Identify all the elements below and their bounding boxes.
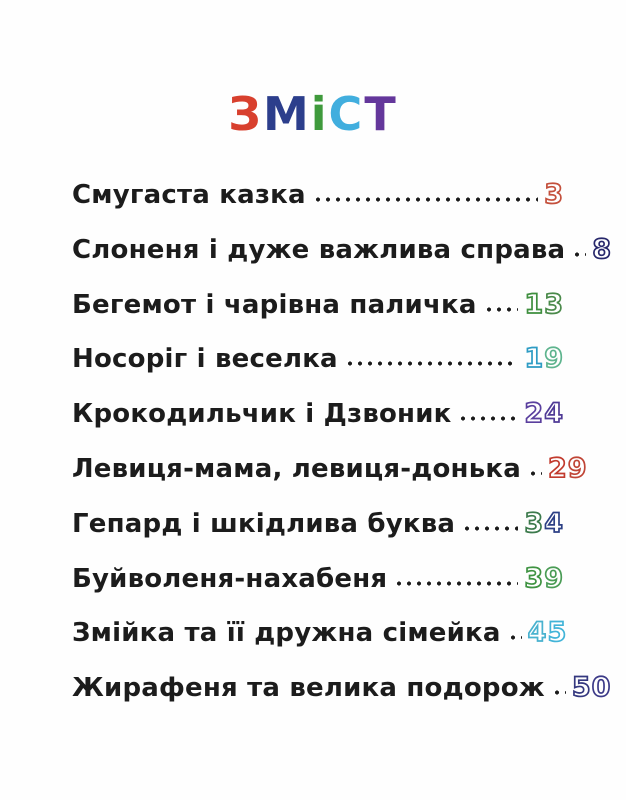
page-number-digit: 9 — [544, 343, 564, 375]
page-number-digit: 0 — [591, 672, 612, 704]
dot-leader — [462, 525, 518, 532]
page-number-digit: 4 — [544, 398, 564, 430]
dot-leader — [484, 306, 519, 313]
dot-leader — [508, 634, 522, 641]
toc-entry — [72, 497, 564, 552]
toc-entry-title: Гепард і шкідлива буква — [72, 508, 456, 539]
page-number-digit: 3 — [544, 179, 564, 210]
toc-entry-title: Змійка та її дружна сімейка — [72, 618, 501, 649]
page-number-digit: 3 — [544, 288, 564, 320]
toc-entry-title: Левиця-мама, левиця-донька — [72, 453, 521, 484]
page-number-digit: 4 — [544, 507, 564, 539]
toc-entry-title: Крокодильчик і Дзвоник — [72, 399, 452, 430]
toc-entry-page — [524, 497, 564, 552]
toc-entry-title: Смугаста казка — [72, 180, 306, 210]
toc-entry — [72, 387, 564, 442]
page-title — [0, 88, 626, 140]
toc-entry — [72, 278, 564, 333]
title-letter: і — [310, 87, 329, 141]
toc-entry-title: Слоненя і дуже важлива справа — [72, 234, 566, 265]
dot-leader — [528, 470, 542, 477]
page-number-digit: 2 — [547, 452, 568, 484]
dot-leader — [458, 415, 518, 422]
toc-entry-page — [592, 223, 612, 278]
dot-leader — [313, 196, 538, 203]
toc-entry-title: Жирафеня та велика подорож — [72, 673, 545, 704]
toc-entry-title: Носоріг і веселка — [72, 344, 338, 375]
title-letter: М — [262, 87, 311, 141]
page-number-digit: 3 — [524, 562, 545, 594]
dot-leader — [572, 251, 586, 258]
title-letter: З — [228, 87, 263, 141]
page-number-digit: 1 — [524, 343, 545, 375]
title-letter: С — [328, 87, 365, 141]
toc-entry — [72, 661, 612, 716]
dot-leader — [345, 360, 519, 367]
page-number-digit: 9 — [544, 562, 564, 594]
dot-leader — [552, 689, 566, 696]
toc-entry — [72, 552, 564, 607]
page-number-digit: 5 — [547, 617, 568, 649]
page-number-digit: 3 — [524, 507, 545, 539]
toc-entry-page — [524, 332, 564, 387]
toc-entry — [72, 442, 588, 497]
page-number-digit: 1 — [524, 288, 545, 320]
page-number-digit: 8 — [592, 233, 613, 265]
toc-entry-title: Буйволеня-нахабеня — [72, 563, 388, 594]
toc-entry-page — [572, 661, 612, 716]
toc-entry — [72, 606, 568, 661]
toc-list — [72, 168, 613, 716]
toc-entry — [72, 223, 613, 278]
dot-leader — [394, 580, 518, 587]
toc-entry — [72, 332, 564, 387]
title-letter: Т — [364, 87, 398, 141]
page-number-digit: 5 — [571, 672, 592, 704]
toc-entry — [72, 168, 564, 223]
toc-entry-page — [524, 552, 564, 607]
toc-entry-page — [548, 442, 588, 497]
page-number-digit: 4 — [527, 617, 548, 649]
toc-entry-page — [524, 387, 564, 442]
page-number-digit: 9 — [567, 452, 588, 484]
toc-entry-page — [528, 606, 568, 661]
toc-entry-page — [524, 278, 564, 333]
toc-entry-title: Бегемот і чарівна паличка — [72, 289, 477, 320]
toc-entry-page — [544, 168, 564, 223]
page-number-digit: 2 — [524, 398, 545, 430]
